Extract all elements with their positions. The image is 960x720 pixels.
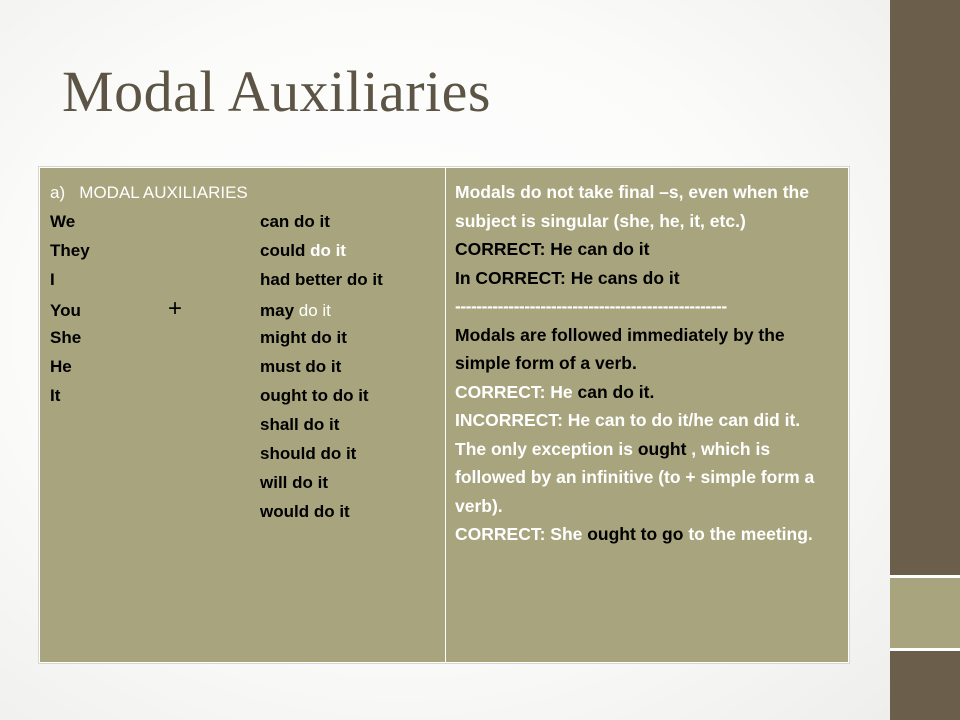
verb-phrase: do it (305, 357, 342, 376)
left-heading: a) MODAL AUXILIARIES (50, 183, 248, 202)
example-text: CORRECT: He can do (455, 239, 639, 259)
rule-paragraph: Modals do not take final –s, even when the subject is singular (she, he, it, etc.) (455, 182, 809, 231)
rule-paragraph (455, 435, 840, 521)
example-text: to the meeting. (683, 524, 813, 544)
separator-line: --------------------------------------------------- (455, 296, 727, 316)
modal: would (260, 502, 310, 521)
plus-sign: + (168, 295, 183, 322)
table-row (50, 265, 440, 294)
verb-phrase: do it (298, 301, 331, 320)
table-row (50, 352, 440, 381)
rule-paragraph: Modals are followed immediately by the simple form of a verb. (455, 324, 785, 373)
rule-text: The only exception is (455, 438, 638, 459)
table-row (50, 207, 440, 236)
pronoun: They (50, 241, 90, 260)
modal: will (260, 473, 288, 492)
modal: might (260, 328, 307, 347)
modal: had better (260, 270, 343, 289)
table-row (50, 468, 440, 497)
verb-phrase: do it (311, 328, 347, 347)
example-correct (455, 520, 840, 549)
pronoun: I (50, 270, 55, 289)
modal: must (260, 357, 301, 376)
example-correct (455, 378, 840, 407)
example-text: can do it. (577, 381, 655, 402)
example-incorrect: In CORRECT: He cans do it (455, 267, 680, 288)
example-incorrect: INCORRECT: He can to do it/he can did it. (455, 410, 801, 430)
column-divider (445, 168, 446, 662)
table-row (50, 497, 440, 526)
pronoun: It (50, 386, 61, 405)
example-correct (455, 235, 840, 264)
verb-phrase: do it (292, 473, 329, 492)
verb-phrase: do it (313, 502, 350, 521)
rule-text: , which is followed by an infinitive (to + simple form a verb). (455, 438, 815, 516)
highlight-word: ought (637, 438, 687, 459)
modal: shall (260, 415, 299, 434)
sidebar-separator (890, 648, 960, 651)
pronoun: We (50, 212, 76, 231)
verb-phrase: do it (310, 241, 346, 260)
left-cell (50, 178, 440, 526)
verb-phrase: do it (303, 415, 340, 434)
verb-phrase: do it (320, 444, 357, 463)
table-row (50, 410, 440, 439)
modal: may (260, 301, 295, 320)
table-row (50, 236, 440, 265)
modal: can (260, 212, 290, 231)
example-text: it (638, 239, 650, 259)
modal: could (260, 241, 306, 260)
pronoun: He (50, 357, 72, 376)
pronoun: She (50, 328, 82, 347)
table-row (50, 381, 440, 410)
page-title: Modal Auxiliaries (62, 59, 491, 124)
content-table (39, 167, 849, 663)
modal: should (260, 444, 316, 463)
table-row (50, 323, 440, 352)
verb-phrase: do it (346, 270, 383, 289)
pronoun: You (50, 301, 81, 320)
highlight-word: ought to go (587, 524, 684, 544)
table-row (50, 439, 440, 468)
modal: ought to (260, 386, 328, 405)
verb-phrase: do it (332, 386, 369, 405)
table-row (50, 294, 440, 323)
verb-phrase: do it (294, 212, 330, 231)
example-text: CORRECT: He (455, 381, 578, 402)
right-cell (455, 178, 840, 549)
sidebar-accent-block (890, 578, 960, 648)
example-text: CORRECT: She (455, 524, 588, 544)
